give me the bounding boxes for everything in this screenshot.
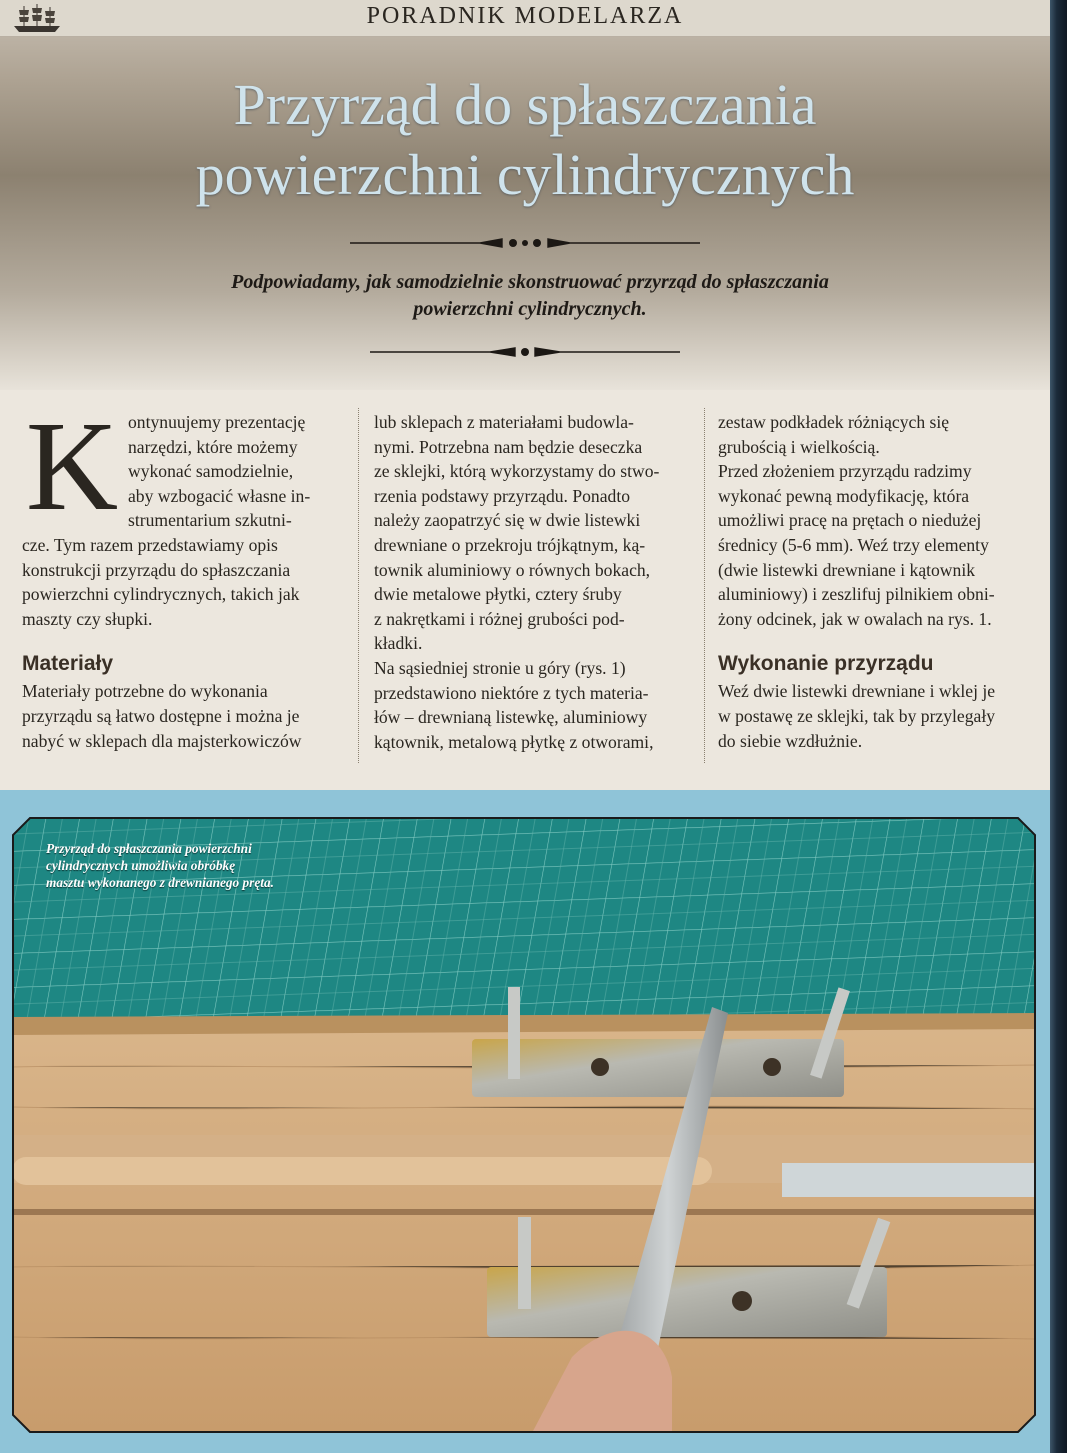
intro-line-1: Podpowiadamy, jak samodzielnie skonstruować przyrząd do spłaszczania — [231, 271, 829, 293]
text-line: do siebie wzdłużnie. — [718, 730, 863, 751]
text-line: narzędzi, które możemy — [128, 436, 298, 457]
photo-frame — [12, 817, 1036, 1433]
text-line: kładki. — [374, 633, 423, 654]
text-line: średnicy (5-6 mm). Weź trzy elementy — [718, 534, 989, 555]
caption-line: Przyrząd do spłaszczania powierzchni — [46, 841, 252, 856]
drop-cap: K — [25, 395, 119, 537]
text-line: z nakrętkami i różnej grubości pod- — [374, 608, 625, 629]
text-line: Przed złożeniem przyrządu radzimy — [718, 461, 972, 482]
column-rule-1 — [358, 408, 359, 763]
text-line: townik aluminiowy o równych bokach, — [374, 559, 651, 580]
text-line: ze sklejki, którą wykorzystamy do stwo- — [374, 461, 660, 482]
text-line: kątownik, metalową płytkę z otworami, — [374, 731, 654, 752]
text-line: w postawę ze sklejki, tak by przylegały — [718, 705, 996, 726]
text-line: Materiały potrzebne do wykonania — [22, 681, 268, 702]
text-line: żony odcinek, jak w owalach na rys. 1. — [718, 608, 992, 629]
page-edge — [1050, 0, 1067, 1453]
text-line: aby wzbogacić własne in- — [128, 485, 311, 506]
intro-lead — [120, 269, 940, 323]
column-rule-2 — [704, 408, 705, 763]
text-line: ontynuujemy prezentację — [128, 412, 306, 432]
text-line: wykonać pewną modyfikację, która — [718, 485, 970, 506]
caption-line: cylindrycznych umożliwia obróbkę — [46, 858, 236, 873]
text-line: (dwie listewki drewniane i kątownik — [718, 559, 975, 580]
photo-caption — [46, 840, 346, 891]
section-heading-materials: Materiały — [22, 652, 114, 676]
text-line: Weź dwie listewki drewniane i wklej je — [718, 681, 996, 702]
section-heading-assembly: Wykonanie przyrządu — [718, 652, 934, 676]
text-line: dwie metalowe płytki, cztery śruby — [374, 584, 622, 605]
header-band — [0, 0, 1050, 390]
text-line: umożliwi pracę na prętach o niedużej — [718, 510, 982, 531]
series-bar — [0, 0, 1050, 37]
title-line-1: Przyrząd do spłaszczania — [233, 72, 817, 137]
text-line: przedstawiono niektóre z tych materia- — [374, 682, 649, 703]
text-line: zestaw podkładek różniących się — [718, 412, 950, 432]
text-line: strumentarium szkutni- — [128, 510, 292, 531]
text-line: maszty czy słupki. — [22, 608, 153, 629]
text-line: lub sklepach z materiałami budowla- — [374, 412, 634, 432]
text-line: aluminiowy) i zeszlifuj pilnikiem obni- — [718, 584, 995, 605]
series-label: PORADNIK MODELARZA — [366, 3, 684, 29]
page-title — [40, 70, 1010, 210]
ornament-divider-bottom — [370, 344, 680, 360]
text-line: rzenia podstawy przyrządu. Ponadto — [374, 485, 631, 506]
text-line: przyrządu są łatwo dostępne i można je — [22, 705, 300, 726]
article-column-2 — [374, 410, 686, 754]
text-line: powierzchni cylindrycznych, takich jak — [22, 584, 300, 605]
text-line: cze. Tym razem przedstawiamy opis — [22, 534, 278, 555]
text-line: nabyć w sklepach dla majsterkowiczów — [22, 730, 302, 751]
article-column-3 — [718, 410, 1036, 753]
text-line: drewniane o przekroju trójkątnym, ką- — [374, 534, 646, 555]
article-column-1 — [22, 395, 344, 753]
ornament-divider-top — [350, 234, 700, 252]
text-line: konstrukcji przyrządu do spłaszczania — [22, 559, 291, 580]
text-line: wykonać samodzielnie, — [128, 461, 294, 482]
title-line-2: powierzchni cylindrycznych — [195, 142, 855, 207]
text-line: Na sąsiedniej stronie u góry (rys. 1) — [374, 657, 626, 678]
text-line: łów – drewnianą listewkę, aluminiowy — [374, 707, 648, 728]
text-line: należy zaopatrzyć się w dwie listewki — [374, 510, 641, 531]
caption-line: masztu wykonanego z drewnianego pręta. — [46, 875, 274, 890]
intro-line-2: powierzchni cylindrycznych. — [413, 298, 647, 320]
text-line: grubością i wielkością. — [718, 436, 880, 457]
text-line: nymi. Potrzebna nam będzie deseczka — [374, 436, 643, 457]
